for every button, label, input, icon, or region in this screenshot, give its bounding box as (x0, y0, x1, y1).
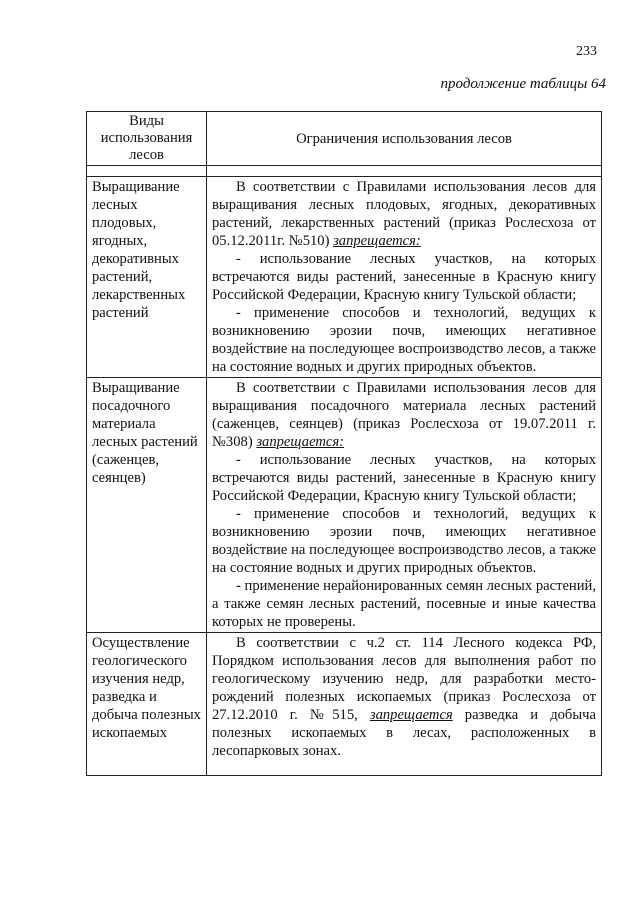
prohibited-label: запрещается: (256, 434, 345, 450)
restriction-cell (207, 633, 602, 776)
table-row (87, 378, 602, 633)
table-row (87, 633, 602, 776)
restriction-intro (212, 178, 596, 250)
header-use-types: Виды использования лесов (87, 112, 207, 166)
restriction-item: - применение способов и технологий, ведущих к возникновению эрозии почв, имеющих негативное воздействие на последующее воспроизводство лесов, а также на состояние водных и других природных объектов. (212, 506, 596, 576)
restriction-item: - использование лесных участков, на которых встречаются виды растений, занесенные в Красную книгу Российской Федерации, Красную книгу Тульской области; (212, 251, 596, 303)
prohibited-label: запрещается (369, 707, 453, 723)
spacer-row (87, 166, 602, 177)
intro-text: В соответствии с Правилами использования лесов для выращивания посадочного материала лесных растений (саженцев, сеянцев) (приказ Рослесхоза от 19.07.2011 г. №308) (212, 380, 596, 450)
header-restrictions: Ограничения использования лесов (207, 112, 602, 166)
page-number: 233 (576, 44, 597, 59)
restriction-intro (212, 379, 596, 451)
use-type-cell: Осуществление геологического изучения недр, разведка и добыча полезных ископаемых (87, 633, 207, 776)
table-header-row (87, 112, 602, 166)
restriction-item: - применение способов и технологий, ведущих к возникновению эрозии почв, имеющих негативное воздействие на последующее воспроизводство лесов, а также на состояние водных и других природных объектов. (212, 305, 596, 375)
restriction-cell (207, 177, 602, 378)
restriction-cell (207, 378, 602, 633)
restriction-item: - применение нерайонированных семян лесных растений, а также семян лесных растений, посевные и иные качества которых не проверены. (212, 578, 596, 630)
use-type-cell: Выращивание посадочного материала лесных растений (саженцев, сеянцев) (87, 378, 207, 633)
intro-tail: разведка и добыча полезных ископаемых в лесах, расположенных в лесопарковых зонах. (212, 707, 596, 759)
prohibited-label: запрещается: (333, 233, 421, 249)
forest-use-restrictions-table (86, 111, 602, 776)
restriction-intro (212, 634, 596, 760)
table-row (87, 177, 602, 378)
intro-text: В соответствии с Правилами использования лесов для выращивания лесных плодовых, ягодных, декоративных растений, лекарственных растений (приказ Рослесхоза от 05.12.2011г. №510) (212, 179, 596, 249)
table-continuation-caption: продолжение таблицы 64 (440, 76, 606, 92)
use-type-cell: Выращивание лесных плодовых, ягодных, декоративных растений, лекарственных растений (87, 177, 207, 378)
intro-text: В соответствии с ч.2 ст. 114 Лесного кодекса РФ, Порядком использования лесов для выполнения работ по геологическому изучению недр, для разработки место-рождений полезных ископаемых (приказ Рослесхоза от 27.12.2010 г. №515, (212, 635, 596, 723)
restriction-item: - использование лесных участков, на которых встречаются виды растений, занесенные в Красную книгу Российской Федерации, Красную книгу Тульской области; (212, 452, 596, 504)
